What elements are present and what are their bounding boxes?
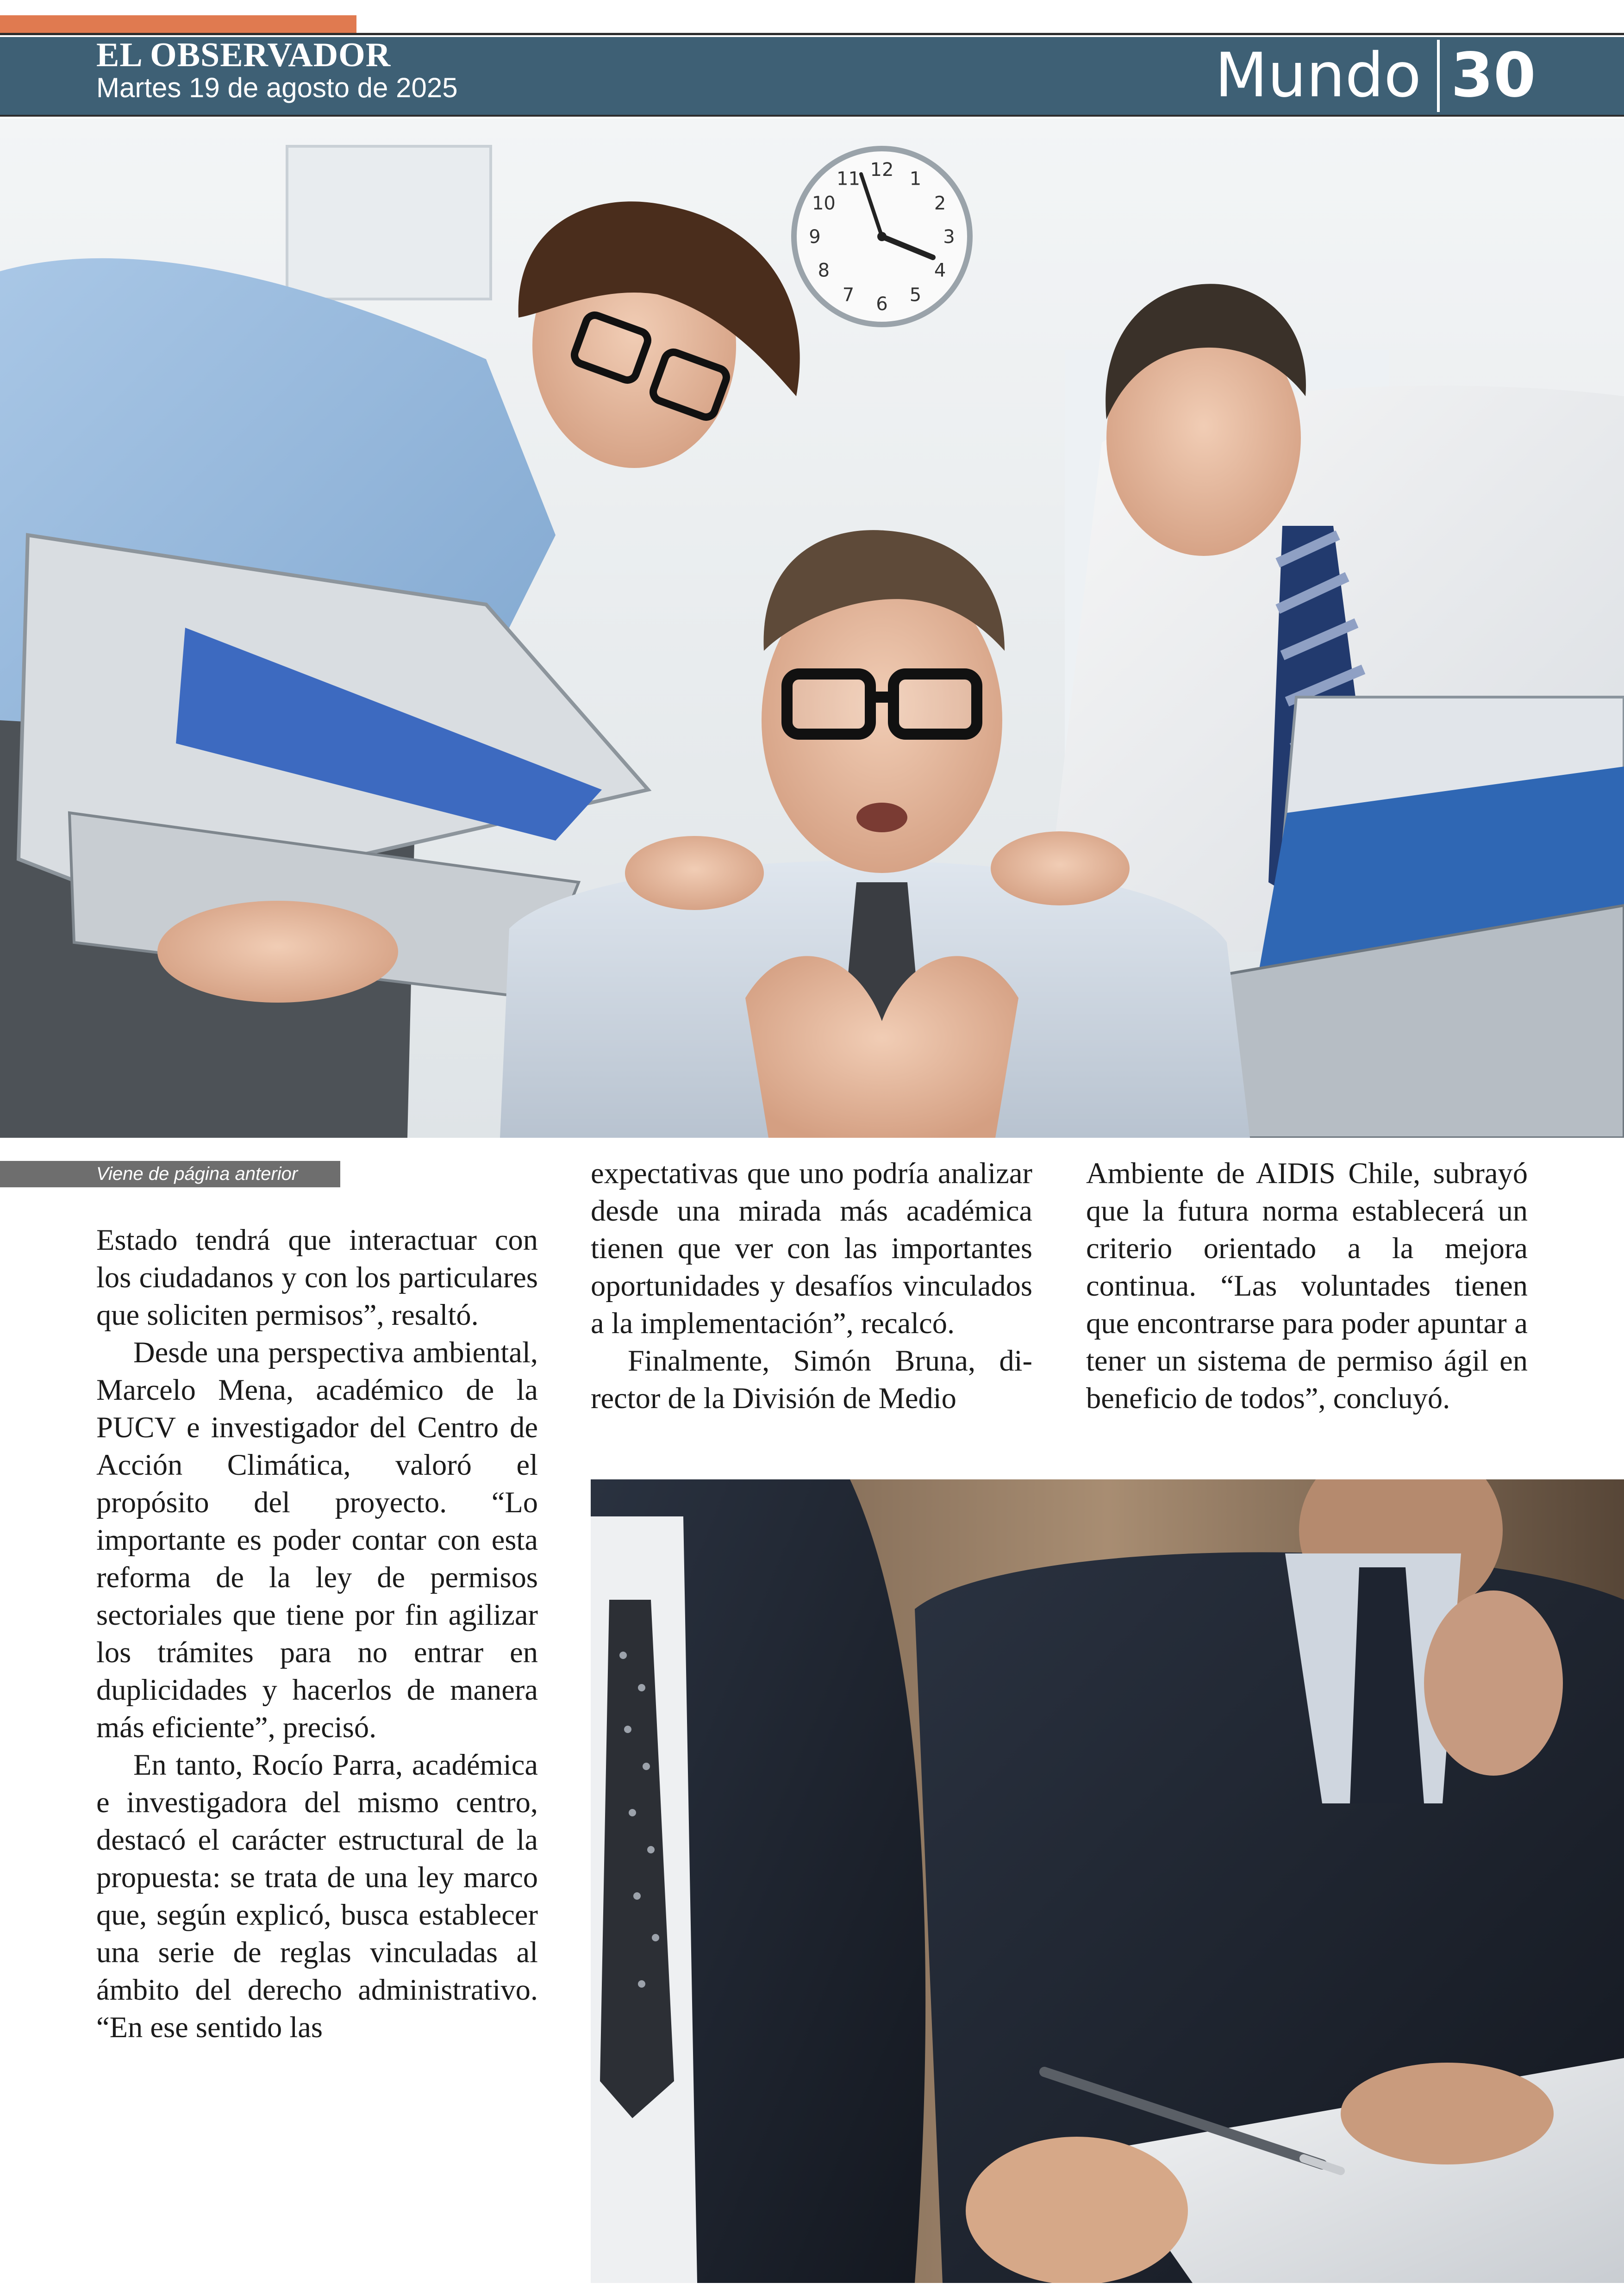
article-column-2 — [591, 1154, 1032, 1417]
clock-numeral: 1 — [909, 168, 922, 190]
clock-numeral: 12 — [870, 159, 894, 181]
clock-numeral: 7 — [842, 284, 855, 306]
accent-bar — [0, 15, 356, 33]
paragraph: En tanto, Rocío Parra, académica e investigadora del mismo centro, destacó el carácter estructural de la propuesta: se trata de una ley marco que, según explicó, busca establecer una serie de reglas vinculadas al ámbito del derecho administrativo. “En ese sentido las — [96, 1748, 538, 2044]
section-title: Mundo — [1215, 40, 1421, 111]
clock-numeral: 8 — [818, 260, 830, 281]
header-bottom-rule — [0, 115, 1624, 117]
article-column-3 — [1086, 1154, 1528, 1417]
meeting-photo — [591, 1479, 1624, 2283]
paragraph: expectativas que uno podría analizar desde una mirada más académica tienen que ver con las importantes oportunidades y desafíos vinculados a la implementación”, recalcó. — [591, 1157, 1032, 1340]
clock-numeral: 6 — [876, 293, 888, 315]
page-number: 30 — [1451, 40, 1536, 111]
clock-numeral: 10 — [812, 193, 836, 214]
paragraph: Estado tendrá que interactuar con los ciudadanos y con los particulares que soliciten permisos”, resaltó. — [96, 1223, 538, 1331]
header-top-rule — [0, 33, 1624, 35]
clock-numeral: 11 — [837, 168, 860, 190]
wall-clock — [794, 149, 970, 324]
issue-date: Martes 19 de agosto de 2025 — [96, 72, 458, 103]
continued-from-previous-label: Viene de página anterior — [0, 1161, 340, 1187]
article-column-1 — [96, 1221, 538, 2046]
hero-photo — [0, 118, 1624, 1138]
clock-numeral: 9 — [809, 226, 821, 248]
meeting-photo-illustration — [591, 1479, 1624, 2283]
clock-numeral: 5 — [909, 284, 922, 306]
hero-photo-illustration — [0, 118, 1624, 1138]
paragraph: Finalmente, Simón Bruna, director de la División de Medio — [591, 1344, 1032, 1415]
paragraph: Ambiente de AIDIS Chile, subrayó que la futura norma establecerá un criterio orientado a la mejora continua. “Las voluntades tienen que encontrarse para poder apuntar a tener un sistema de permiso ágil en beneficio de todos”, concluyó. — [1086, 1157, 1528, 1415]
clock-numeral: 3 — [943, 226, 955, 248]
clock-numeral: 2 — [934, 193, 946, 214]
newspaper-name: EL OBSERVADOR — [96, 36, 391, 74]
section-divider — [1437, 40, 1440, 112]
paragraph: Desde una perspectiva ambiental, Marcelo Mena, académico de la PUCV e investigador del Centro de Acción Climática, valoró el propósito del proyecto. “Lo importante es poder contar con esta reforma de la ley de permisos sectoriales que tiene por fin agilizar los trámites para no entrar en duplicidades y hacerlos de manera más eficiente”, precisó. — [96, 1336, 538, 1744]
clock-numeral: 4 — [934, 260, 946, 281]
